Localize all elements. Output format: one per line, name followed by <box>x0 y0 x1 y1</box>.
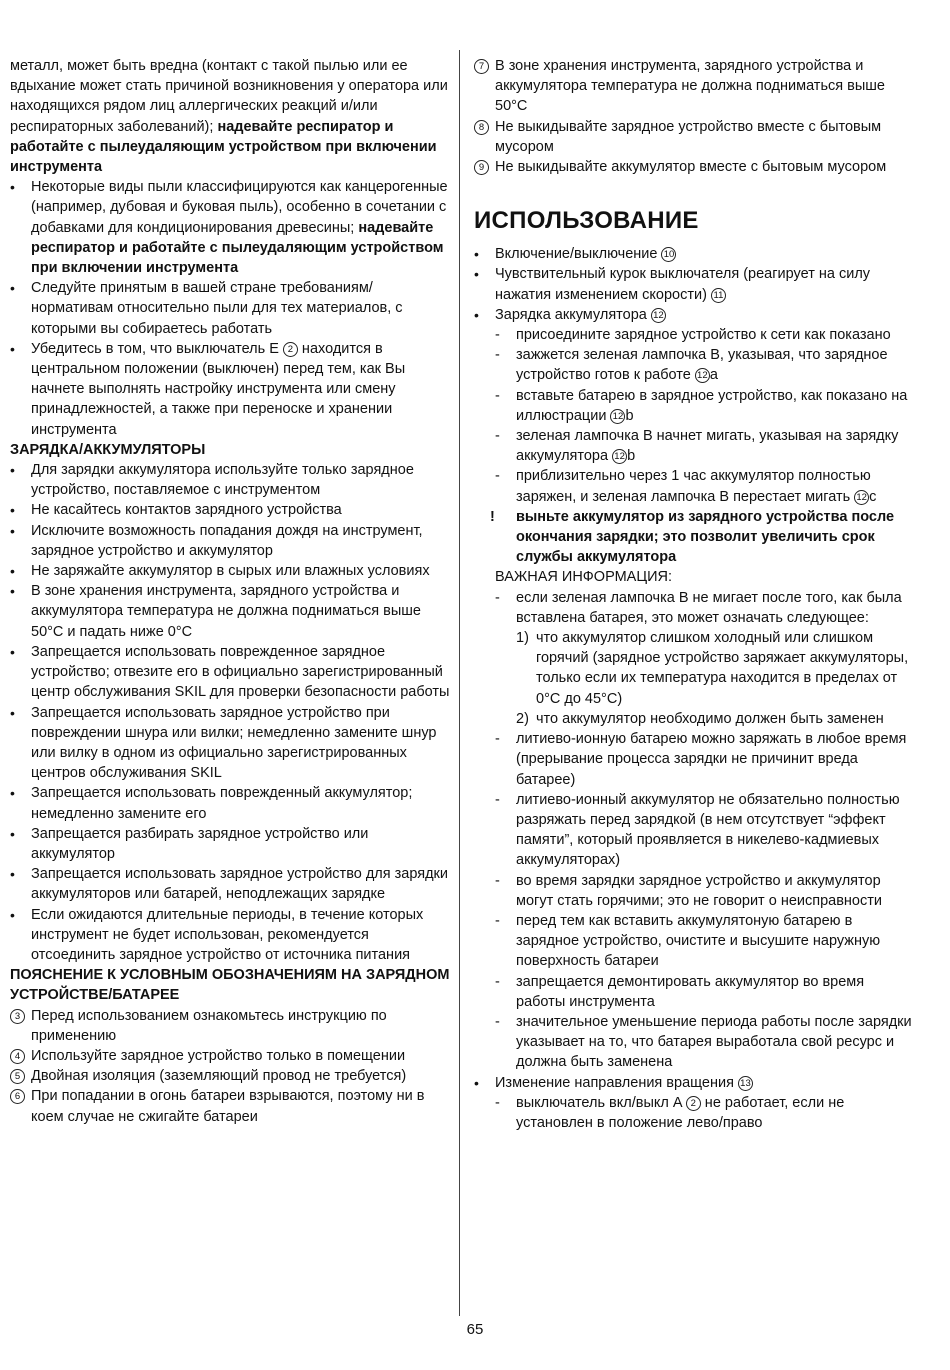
list-item: • Убедитесь в том, что выключатель E 2 находится в центральном положении (выключен) перед тем, как Вы начнете выполнять настройку инструмента или смену принадлежностей, а также при переноске и хранении инструмента <box>10 340 406 438</box>
symbol-item: 3 Перед использованием ознакомьтесь инструкцию по применению <box>10 1006 450 1046</box>
figure-ref-badge: 12 <box>651 308 666 323</box>
column-divider <box>459 50 460 1316</box>
sub-item: - во время зарядки зарядное устройство и аккумулятор могут стать горячими; это не говорит о неисправности <box>495 872 882 909</box>
list-item: • Запрещается использовать зарядное устройство для зарядки аккумуляторов или батарей, неподлежащих зарядке <box>10 866 449 903</box>
sub-item: - литиево-ионную батарею можно заряжать в любое время (прерывание процесса зарядки не причинит вреда батарее) <box>495 731 907 788</box>
sub-item: - литиево-ионный аккумулятор не обязательно полностью разряжать перед зарядкой (в нем отсутствует “эффект памяти”, который проявляется в никелево-кадмиевых аккумуляторах) <box>495 791 900 869</box>
list-item: • Включение/выключение 10 <box>474 244 914 264</box>
intro-paragraph: металл, может быть вредна (контакт с такой пылью или ее вдыхание может стать причиной возникновения у оператора или находящихся рядом лиц аллергических реакций и/или респираторных заболеваний); надевайте респиратор и работайте с пылеудаляющим устройством при включении инструмента <box>10 58 448 176</box>
sub-item: - вставьте батарею в зарядное устройство, как показано на иллюстрации 12 b <box>495 387 908 424</box>
figure-ref-badge: 10 <box>661 247 676 262</box>
list-item: • Запрещается использовать поврежденный аккумулятор; немедленно замените его <box>10 785 413 822</box>
list-item: • Запрещается разбирать зарядное устройство или аккумулятор <box>10 825 369 862</box>
reason-item: 2) что аккумулятор необходимо должен быть заменен <box>516 710 884 727</box>
list-item: • Не касайтесь контактов зарядного устройства <box>10 502 342 519</box>
list-item: • Зарядка аккумулятора 12 <box>474 305 914 325</box>
figure-ref-badge: 12 <box>612 449 627 464</box>
important-info-label: ВАЖНАЯ ИНФОРМАЦИЯ: <box>495 569 672 586</box>
symbol-item: 4 Используйте зарядное устройство только в помещении <box>10 1046 450 1066</box>
left-column <box>10 56 450 1127</box>
symbol-item: 5 Двойная изоляция (заземляющий провод не требуется) <box>10 1066 450 1086</box>
list-item: • Чувствительный курок выключателя (реагирует на силу нажатия изменением скорости) 11 <box>474 266 871 303</box>
figure-ref-badge: 7 <box>474 59 489 74</box>
list-item: • Некоторые виды пыли классифицируются как канцерогенные (например, дубовая и буковая пыль), особенно в сочетании с добавками для кондиционирования древесины; надевайте респиратор и работайте с пылеудаляющим устройством при включении инструмента <box>10 179 448 277</box>
charging-batteries-heading: ЗАРЯДКА/АККУМУЛЯТОРЫ <box>10 441 206 458</box>
list-item: • Исключите возможность попадания дождя на инструмент, зарядное устройство и аккумулятор <box>10 522 423 559</box>
list-item: • Для зарядки аккумулятора используйте только зарядное устройство, поставляемое с инструментом <box>10 462 414 499</box>
sub-item: - зеленая лампочка B начнет мигать, указывая на зарядку аккумулятора 12 b <box>495 428 899 465</box>
sub-item: - перед тем как вставить аккумулятоную батарею в зарядное устройство, очистите и высушите наружную поверхность батареи <box>495 912 881 970</box>
figure-ref-badge: 6 <box>10 1089 25 1104</box>
sub-item: - значительное уменьшение периода работы после зарядки указывает на то, что батарея выработала свой ресурс и должна быть заменена <box>495 1013 912 1071</box>
figure-ref-badge: 3 <box>10 1009 25 1024</box>
warning-icon: ! <box>490 508 495 525</box>
page-number: 65 <box>466 1321 484 1338</box>
figure-ref-badge: 13 <box>738 1076 753 1091</box>
figure-ref-badge: 5 <box>10 1069 25 1084</box>
list-item: • Запрещается использовать поврежденное зарядное устройство; отвезите его в официально зарегистрированный центр обслуживания SKIL для проверки безопасности работы <box>10 643 450 701</box>
list-item: • Запрещается использовать зарядное устройство при повреждении шнура или вилки; немедленно замените шнур или вилку в одном из официально зарегистрированных центров обслуживания SKIL <box>10 704 437 782</box>
usage-heading: ИСПОЛЬЗОВАНИЕ <box>474 207 699 235</box>
list-item: • Не заряжайте аккумулятор в сырых или влажных условиях <box>10 563 430 580</box>
figure-ref-badge: 4 <box>10 1049 25 1064</box>
figure-ref-badge: 2 <box>686 1096 701 1111</box>
sub-item: - выключатель вкл/выкл A 2 не работает, если не установлен в положение лево/право <box>495 1094 845 1131</box>
figure-ref-badge: 12 <box>610 409 625 424</box>
figure-ref-badge: 9 <box>474 160 489 175</box>
symbol-item: 7 В зоне хранения инструмента, зарядного устройства и аккумулятора температура не должна подниматься выше 50°C <box>474 56 914 117</box>
sub-item: - приблизительно через 1 час аккумулятор полностью заряжен, и зеленая лампочка B перестает мигать 12 c <box>495 468 877 505</box>
sub-item: - запрещается демонтировать аккумулятор во время работы инструмента <box>495 973 865 1010</box>
sub-item: - если зеленая лампочка B не мигает после того, как была вставлена батарея, это может означать следующее: <box>495 589 902 626</box>
figure-ref-badge: 12 <box>695 368 710 383</box>
reason-item: 1) что аккумулятор слишком холодный или слишком горячий (зарядное устройство заряжает аккумуляторы, только если их температура находится в пределах от 0°C до 45°C) <box>516 630 909 707</box>
list-item: • В зоне хранения инструмента, зарядного устройства и аккумулятора температура не должна подниматься выше 50°C и падать ниже 0°C <box>10 583 421 640</box>
symbol-item: 9 Не выкидывайте аккумулятор вместе с бытовым мусором <box>474 157 914 177</box>
figure-ref-badge: 12 <box>854 490 869 505</box>
sub-item: - присоедините зарядное устройство к сети как показано <box>495 327 891 344</box>
list-item: • Изменение направления вращения 13 <box>474 1073 914 1093</box>
figure-ref-badge: 11 <box>711 288 726 303</box>
symbol-item: 6 При попадании в огонь батареи взрываются, поэтому ни в коем случае не сжигайте батареи <box>10 1086 450 1126</box>
warning-note: ! выньте аккумулятор из зарядного устройства после окончания зарядки; это позволит увеличить срок службы аккумулятора <box>490 508 895 566</box>
symbol-item: 8 Не выкидывайте зарядное устройство вместе с бытовым мусором <box>474 117 914 157</box>
figure-ref-badge: 8 <box>474 120 489 135</box>
sub-item: - зажжется зеленая лампочка B, указывая, что зарядное устройство готов к работе 12 a <box>495 347 888 384</box>
list-item: • Если ожидаются длительные периоды, в течение которых инструмент не будет использован, рекомендуется отсоединить зарядное устройство от источника питания <box>10 906 424 963</box>
list-item: • Следуйте принятым в вашей стране требованиям/ нормативам относительно пыли для тех материалов, с которыми вы собираетесь работать <box>10 280 403 337</box>
right-column <box>474 56 914 1133</box>
symbols-heading: ПОЯСНЕНИЕ К УСЛОВНЫМ ОБОЗНАЧЕНИЯМ НА ЗАРЯДНОМ УСТРОЙСТВЕ/БАТАРЕЕ <box>10 967 450 1004</box>
figure-ref-badge: 2 <box>283 342 298 357</box>
